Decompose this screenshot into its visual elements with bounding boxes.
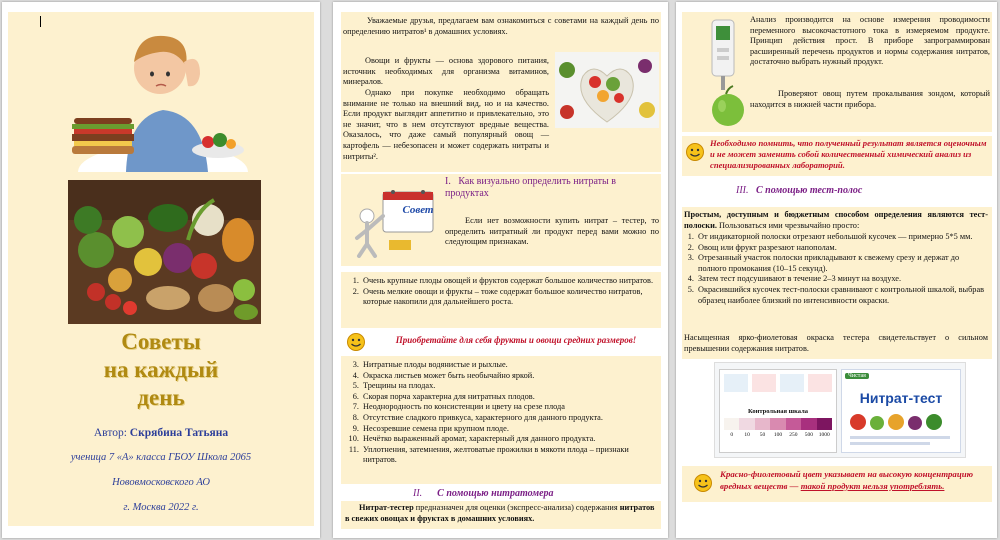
list-b-item: 10. Нечётко выраженный аромат, характерный для данного продукта. — [361, 434, 661, 445]
section-one-num: I. — [445, 176, 451, 187]
section-two-title: С помощью нитратомера — [437, 488, 554, 499]
list-b-item: 3. Нитратные плоды водянистые и рыхлые. — [361, 360, 661, 371]
final-warning-emphasis: такой продукт нельзя употреблять. — [800, 480, 945, 491]
list-a-item: 2. Очень мелкие овощи и фрукты – тоже содержат большое количество нитратов, которые накопили для дальнейшего роста. — [361, 287, 657, 308]
intro-text: Уважаемые друзья, предлагаем вам ознакомиться с советами на каждый день по определению нитратов¹ в домашних условиях. — [343, 16, 659, 36]
section-two-desc: предназначен для оценки (экспресс-анализа) содержания — [413, 503, 620, 512]
author-name: Скрябина Татьяна — [129, 427, 229, 439]
list-b-item: 7. Неоднородность по консистенции и цвету на срезе плода — [361, 402, 661, 413]
list-b-item: 8. Отсутствие сладкого привкуса, характерного для данного продукта. — [361, 413, 661, 424]
final-warning — [720, 469, 990, 492]
text-cursor — [40, 16, 41, 27]
strips-conclusion: Насыщенная ярко-фиолетовая окраска тестера свидетельствует о сильном превышении содержания нитратов. — [684, 333, 988, 353]
scale-swatch — [770, 418, 785, 430]
strips-lead-rest: Пользоваться ими чрезвычайно просто: — [716, 220, 860, 230]
list-b-item: 4. Окраска листьев может быть необычайно яркой. — [361, 371, 661, 382]
package-vegetable-image — [888, 414, 904, 430]
scale-value: 50 — [759, 432, 766, 438]
meter-text-2: Проверяют овощ путем прокалывания зондом, который находится в нижней части прибора. — [750, 89, 990, 109]
control-scale-label: Контрольная шкала — [724, 408, 832, 415]
scale-swatch — [801, 418, 816, 430]
scale-value: 100 — [773, 432, 783, 438]
scale-value: 1000 — [818, 432, 830, 438]
steps-list — [682, 232, 988, 306]
list-b-item: 6. Скорая порча характерна для нитратных плодов. — [361, 392, 661, 403]
smiley-icon — [684, 142, 706, 162]
scale-swatch — [817, 418, 832, 430]
cover-title-line-2: на каждый — [103, 357, 219, 382]
scale-value: 0 — [730, 432, 734, 438]
list-b-item: 11. Уплотнения, затемнения, желтоватые прожилки в мякоти плода – признаки нитратов. — [361, 445, 661, 466]
list-a-item: 1. Очень крупные плоды овощей и фруктов содержат большое количество нитратов. — [361, 276, 657, 287]
section-three-title: С помощью тест-полос — [756, 185, 863, 196]
section-three-heading — [736, 185, 986, 196]
package-vegetable-image — [926, 414, 942, 430]
meter-text: Анализ производится на основе измерения проводимости переменного высокочастотного тока в измеряемом продукте. Принцип действия прост. В приборе запрограммирован расширенный перечень продуктов и нормы содержания нитратов, достаточно выбрать нужный продукт. — [750, 15, 990, 67]
final-warning-text: Красно-фиолетовый цвет указывает на высокую концентрацию вредных веществ — — [720, 469, 974, 491]
strip-instruction-image — [808, 374, 832, 392]
smiley-icon — [692, 473, 714, 493]
step-item: 1. От индикаторной полоски отрезают небольшой кусочек — примерно 5*5 мм. — [696, 232, 988, 243]
author-label: Автор: — [93, 427, 127, 439]
cover-title-line-1: Советы — [121, 329, 201, 354]
control-scale-card — [719, 369, 837, 453]
package-brand: Чистая — [845, 373, 869, 379]
strip-instruction-image — [780, 374, 804, 392]
cover-title — [2, 328, 320, 412]
strips-lead — [684, 210, 988, 231]
section-one-heading — [445, 176, 659, 200]
para-quality — [343, 88, 549, 162]
para-quality-text: Однако при покупке необходимо обращать внимание не только на внешний вид, но и на качество. Если продукт выглядит аппетитно и привлекательно, это не значит, что в нем отсутствуют вредные вещества. Оказалось, что даже самый популярный овощ — картофель — небезопасен и может содержать нитраты и нитриты². — [343, 88, 549, 161]
advice-illustration — [349, 186, 439, 258]
cover-page — [2, 2, 320, 538]
section-two-heading — [413, 488, 643, 499]
vegetables-photo — [68, 180, 261, 324]
scale-values — [724, 432, 832, 438]
list-b-item: 5. Трещины на плодах. — [361, 381, 661, 392]
package-vegetable-image — [870, 416, 884, 430]
section-two-term: Нитрат-тестер — [359, 503, 414, 512]
package-fine-print — [850, 436, 950, 439]
nitrate-meter-image — [706, 18, 748, 130]
scale-value: 500 — [804, 432, 813, 438]
section-two-bold: нитратов в свежих овощах и фруктах в домашних условиях. — [345, 503, 655, 523]
package-fine-print — [850, 442, 930, 445]
scale-value: 10 — [744, 432, 750, 438]
scale-swatch — [724, 418, 739, 430]
healthy-food-photo — [555, 52, 659, 128]
para-vegetables: Овощи и фрукты — основа здорового питания, источник необходимых для организма витаминов, минералов. — [343, 56, 549, 87]
warning-text: Необходимо помнить, что полученный результат является оценочным и не может заменить собой количественный химический анализ из специализированных лабораторий. — [710, 138, 987, 170]
student-line: ученица 7 «А» класса ГБОУ Школа 2065 — [70, 452, 252, 463]
strip-instruction-image — [724, 374, 748, 392]
list-a — [343, 276, 657, 308]
step-item: 2. Овощ или фрукт разрезают напополам. — [696, 243, 988, 254]
scale-value: 250 — [789, 432, 798, 438]
section-two-num: II. — [413, 488, 423, 499]
scale-swatch — [739, 418, 754, 430]
scale-swatch — [786, 418, 801, 430]
scale-swatch — [755, 418, 770, 430]
section-three-num: III. — [736, 185, 749, 196]
tip-text: Приобретайте для себя фрукты и овощи средних размеров! — [395, 335, 637, 345]
package-title: Нитрат-тест — [859, 390, 943, 406]
strips-lead-bold: Простым, доступным и бюджетным способом определения являются тест-полоски. — [684, 210, 988, 230]
district-line: Нововмосковского АО — [112, 477, 210, 488]
list-b-item: 9. Несозревшие семена при крупном плоде. — [361, 424, 661, 435]
sovet-label: Совет — [402, 204, 434, 216]
color-scale — [724, 418, 832, 430]
strip-instruction-image — [752, 374, 776, 392]
page-three — [676, 2, 997, 538]
nitrate-test-package — [841, 369, 961, 453]
test-strips-photo — [714, 362, 966, 458]
smiley-icon — [345, 332, 367, 352]
package-vegetable-image — [908, 416, 922, 430]
boy-with-vegetables-image — [68, 22, 248, 172]
section-two-text — [345, 503, 657, 524]
cover-title-line-3: день — [137, 385, 185, 410]
page-two — [333, 2, 668, 538]
package-vegetable-image — [850, 414, 866, 430]
step-item: 5. Окрасившийся кусочек тест-полоски сравнивают с контрольной шкалой, выбрав образец наиболее близкий по интенсивности окраски. — [696, 285, 988, 306]
step-item: 3. Отрезанный участок полоски прикладывают к свежему срезу и держат до полного промокания (10–15 секунд). — [696, 253, 988, 274]
section-one-title: Как визуально определить нитраты в продуктах — [445, 176, 616, 199]
list-b — [343, 360, 661, 466]
section-one-text: Если нет возможности купить нитрат – тестер, то определить нитратный ли продукт перед вами можно по следующим признакам. — [445, 216, 659, 247]
city-year-line: г. Москва 2022 г. — [123, 502, 199, 513]
author-line — [2, 427, 320, 439]
step-item: 4. Затем тест подсушивают в течение 2–3 минут на воздухе. — [696, 274, 988, 285]
